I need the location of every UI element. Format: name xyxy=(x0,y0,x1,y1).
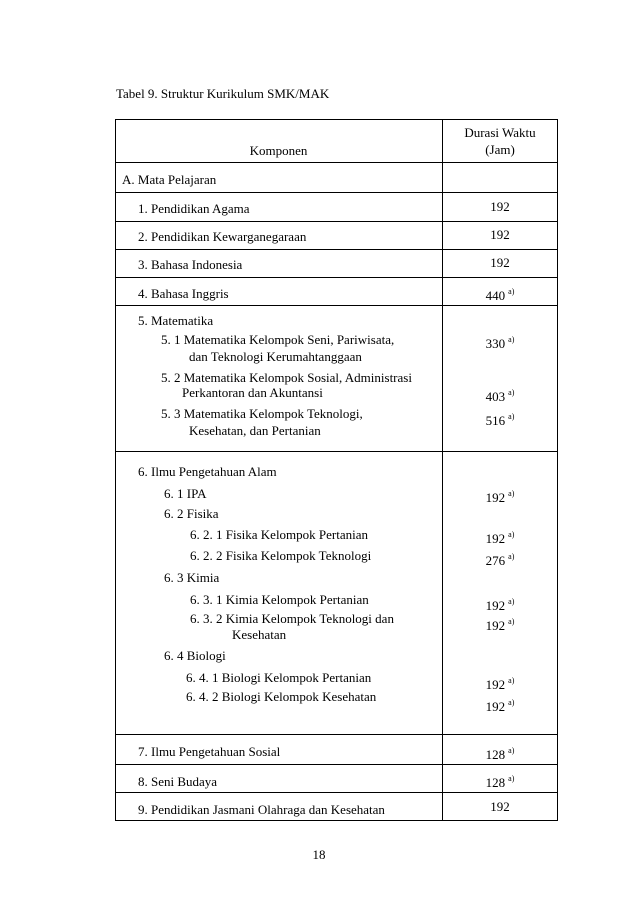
header-komponen: Komponen xyxy=(249,143,308,158)
table-border-left xyxy=(115,119,116,821)
ipa-title: 6. Ilmu Pengetahuan Alam xyxy=(138,464,277,479)
row-divider xyxy=(115,451,558,452)
subject-value: 192 xyxy=(490,799,510,814)
row-divider xyxy=(115,162,558,163)
header-durasi xyxy=(443,125,557,157)
row-divider xyxy=(115,277,558,278)
math-item-line1: 5. 1 Matematika Kelompok Seni, Pariwisata, xyxy=(161,332,395,347)
kimia-2-line1: 6. 3. 2 Kimia Kelompok Teknologi dan xyxy=(190,611,394,626)
subject-value: 192 xyxy=(490,255,510,270)
table-caption: Tabel 9. Struktur Kurikulum SMK/MAK xyxy=(116,86,330,101)
subject-value: 192 xyxy=(490,227,510,242)
header-durasi-line2: (Jam) xyxy=(485,142,515,157)
column-divider xyxy=(442,119,443,821)
biologi-title: 6. 4 Biologi xyxy=(164,648,226,663)
kimia-1-value: 192 $^{a)}$ xyxy=(485,597,515,613)
table-border-top xyxy=(115,119,558,120)
subject-label: 4. Bahasa Inggris xyxy=(138,286,229,301)
subject-label: 8. Seni Budaya xyxy=(138,774,218,789)
math-item-line2: Perkantoran dan Akuntansi xyxy=(182,385,323,400)
header-durasi-line1: Durasi Waktu xyxy=(464,125,536,140)
row-divider xyxy=(115,221,558,222)
row-divider xyxy=(115,734,558,735)
table-border-right xyxy=(557,119,558,821)
biologi-2-value: 192 $^{a)}$ xyxy=(485,698,515,714)
ipa-value: 192 $^{a)}$ xyxy=(485,489,515,505)
row-divider xyxy=(115,192,558,193)
fisika-2-value: 276 $^{a)}$ xyxy=(485,552,515,568)
subject-value: 440 $^{a)}$ xyxy=(485,287,515,303)
fisika-1-value: 192 $^{a)}$ xyxy=(485,530,515,546)
math-item-line2: Kesehatan, dan Pertanian xyxy=(189,423,321,438)
subject-value: 192 xyxy=(490,199,510,214)
biologi-1-label: 6. 4. 1 Biologi Kelompok Pertanian xyxy=(186,670,372,685)
fisika-title: 6. 2 Fisika xyxy=(164,506,219,521)
subject-label: 3. Bahasa Indonesia xyxy=(138,257,243,272)
row-divider xyxy=(115,792,558,793)
subject-value: 128 $^{a)}$ xyxy=(485,774,515,790)
ipa-label: 6. 1 IPA xyxy=(164,486,207,501)
math-item-line1: 5. 3 Matematika Kelompok Teknologi, xyxy=(161,406,363,421)
kimia-title: 6. 3 Kimia xyxy=(164,570,220,585)
row-divider xyxy=(115,249,558,250)
row-divider xyxy=(115,305,558,306)
table-border-bottom xyxy=(115,820,558,821)
math-item-value: 516 $^{a)}$ xyxy=(485,412,515,428)
math-item-value: 330 $^{a)}$ xyxy=(485,335,515,351)
subject-value: 128 $^{a)}$ xyxy=(485,746,515,762)
math-item-value: 403 $^{a)}$ xyxy=(485,388,515,404)
row-divider xyxy=(115,764,558,765)
kimia-2-line2: Kesehatan xyxy=(232,627,287,642)
math-title: 5. Matematika xyxy=(138,313,214,328)
fisika-2-label: 6. 2. 2 Fisika Kelompok Teknologi xyxy=(190,548,372,563)
kimia-1-label: 6. 3. 1 Kimia Kelompok Pertanian xyxy=(190,592,369,607)
subject-label: 7. Ilmu Pengetahuan Sosial xyxy=(138,744,281,759)
fisika-1-label: 6. 2. 1 Fisika Kelompok Pertanian xyxy=(190,527,369,542)
math-item-line1: 5. 2 Matematika Kelompok Sosial, Administrasi xyxy=(161,370,412,385)
kimia-2-value: 192 $^{a)}$ xyxy=(485,617,515,633)
subject-label: 1. Pendidikan Agama xyxy=(138,201,250,216)
math-item-line2: dan Teknologi Kerumahtanggaan xyxy=(189,349,362,364)
subject-label: 9. Pendidikan Jasmani Olahraga dan Kesehatan xyxy=(138,802,385,817)
biologi-1-value: 192 $^{a)}$ xyxy=(485,676,515,692)
biologi-2-label: 6. 4. 2 Biologi Kelompok Kesehatan xyxy=(186,689,377,704)
page-number: 18 xyxy=(312,847,326,862)
section-a-label: A. Mata Pelajaran xyxy=(122,172,217,187)
subject-label: 2. Pendidikan Kewarganegaraan xyxy=(138,229,307,244)
